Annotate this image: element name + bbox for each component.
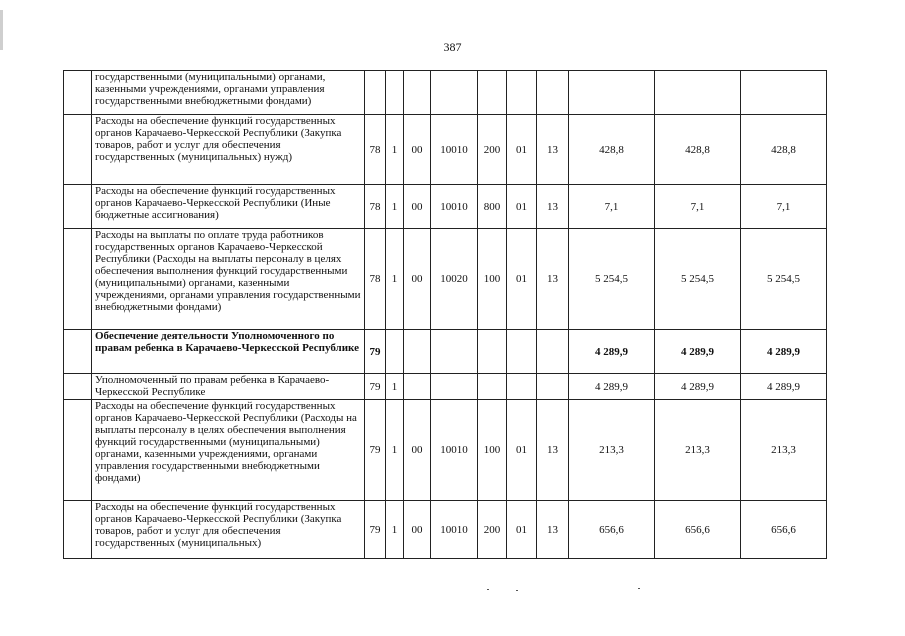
value-year1-cell: 5 254,5 [569, 229, 655, 330]
subsection-cell: 00 [404, 400, 431, 501]
value-year2-cell: 656,6 [655, 501, 741, 559]
budget-table-body [64, 71, 827, 559]
code-cell [537, 374, 569, 400]
ministry-code-cell: 79 [365, 330, 386, 374]
subsection-cell: 00 [404, 185, 431, 229]
value-year2-cell: 5 254,5 [655, 229, 741, 330]
expense-kind-cell [478, 330, 507, 374]
chapter-cell: 01 [507, 501, 537, 559]
value-year1-cell: 213,3 [569, 400, 655, 501]
expense-kind-cell [478, 374, 507, 400]
ministry-code-cell: 78 [365, 229, 386, 330]
row-index-cell [64, 71, 92, 115]
ministry-code-cell: 79 [365, 400, 386, 501]
chapter-cell: 01 [507, 400, 537, 501]
value-year1-cell: 7,1 [569, 185, 655, 229]
program-cell: 10010 [431, 115, 478, 185]
value-year2-cell: 4 289,9 [655, 374, 741, 400]
expense-kind-cell: 100 [478, 400, 507, 501]
chapter-cell: 01 [507, 185, 537, 229]
expense-kind-cell [478, 71, 507, 115]
value-year3-cell: 4 289,9 [741, 374, 827, 400]
section-cell: 1 [386, 185, 404, 229]
budget-table [63, 70, 827, 559]
chapter-cell [507, 374, 537, 400]
subsection-cell: 00 [404, 115, 431, 185]
value-year2-cell [655, 71, 741, 115]
code-cell [537, 330, 569, 374]
ministry-code-cell: 79 [365, 374, 386, 400]
program-cell [431, 330, 478, 374]
subsection-cell: 00 [404, 229, 431, 330]
row-index-cell [64, 374, 92, 400]
section-cell: 1 [386, 229, 404, 330]
section-cell [386, 71, 404, 115]
value-year3-cell: 5 254,5 [741, 229, 827, 330]
program-cell [431, 71, 478, 115]
scan-speck [487, 589, 489, 590]
value-year3-cell [741, 71, 827, 115]
chapter-cell [507, 330, 537, 374]
chapter-cell: 01 [507, 115, 537, 185]
value-year2-cell: 213,3 [655, 400, 741, 501]
row-index-cell [64, 185, 92, 229]
section-cell: 1 [386, 501, 404, 559]
code-cell: 13 [537, 400, 569, 501]
item-name-cell: Расходы на обеспечение функций государственных органов Карачаево-Черкесской Республики (Закупка товаров, работ и услуг для обеспечения государственных (муниципальных) нужд) [92, 115, 365, 185]
expense-kind-cell: 200 [478, 115, 507, 185]
scan-speck [516, 590, 518, 591]
subsection-cell [404, 71, 431, 115]
program-cell: 10010 [431, 400, 478, 501]
table-row [64, 400, 827, 501]
item-name-cell: государственными (муниципальными) органами, казенными учреждениями, органами управления государственными внебюджетными фондами) [92, 71, 365, 115]
code-cell: 13 [537, 229, 569, 330]
chapter-cell: 01 [507, 229, 537, 330]
section-cell [386, 330, 404, 374]
value-year1-cell: 4 289,9 [569, 374, 655, 400]
ministry-code-cell [365, 71, 386, 115]
program-cell: 10010 [431, 501, 478, 559]
row-index-cell [64, 229, 92, 330]
table-row [64, 185, 827, 229]
subsection-cell [404, 330, 431, 374]
item-name-cell: Расходы на обеспечение функций государственных органов Карачаево-Черкесской Республики (Иные бюджетные ассигнования) [92, 185, 365, 229]
ministry-code-cell: 78 [365, 185, 386, 229]
value-year3-cell: 4 289,9 [741, 330, 827, 374]
table-row [64, 330, 827, 374]
program-cell [431, 374, 478, 400]
ministry-code-cell: 78 [365, 115, 386, 185]
table-row [64, 374, 827, 400]
value-year1-cell: 4 289,9 [569, 330, 655, 374]
expense-kind-cell: 800 [478, 185, 507, 229]
section-cell: 1 [386, 115, 404, 185]
code-cell: 13 [537, 185, 569, 229]
value-year3-cell: 428,8 [741, 115, 827, 185]
row-index-cell [64, 115, 92, 185]
ministry-code-cell: 79 [365, 501, 386, 559]
value-year2-cell: 4 289,9 [655, 330, 741, 374]
table-row [64, 501, 827, 559]
value-year1-cell: 428,8 [569, 115, 655, 185]
item-name-cell: Расходы на обеспечение функций государственных органов Карачаево-Черкесской Республики (Расходы на выплаты персоналу в целях обеспечения выполнения функций государственными (муниципальными) органами, казенными учреждениями, органами управления государственными внебюджетными фондами) [92, 400, 365, 501]
program-cell: 10010 [431, 185, 478, 229]
value-year3-cell: 7,1 [741, 185, 827, 229]
item-name-cell: Обеспечение деятельности Уполномоченного по правам ребенка в Карачаево-Черкесской Республике [92, 330, 365, 374]
item-name-cell: Расходы на выплаты по оплате труда работников государственных органов Карачаево-Черкесской Республики (Расходы на выплаты персоналу в целях обеспечения выполнения функций государственными (муниципальными) органами, казенными учреждениями, органами управления государственными внебюджетными фондами) [92, 229, 365, 330]
scan-speck [638, 588, 640, 589]
code-cell: 13 [537, 115, 569, 185]
row-index-cell [64, 400, 92, 501]
expense-kind-cell: 200 [478, 501, 507, 559]
code-cell [537, 71, 569, 115]
subsection-cell [404, 374, 431, 400]
row-index-cell [64, 330, 92, 374]
value-year2-cell: 7,1 [655, 185, 741, 229]
page-number: 387 [443, 40, 462, 54]
subsection-cell: 00 [404, 501, 431, 559]
expense-kind-cell: 100 [478, 229, 507, 330]
table-row [64, 71, 827, 115]
item-name-cell: Уполномоченный по правам ребенка в Карачаево-Черкесской Республике [92, 374, 365, 400]
value-year3-cell: 656,6 [741, 501, 827, 559]
value-year1-cell: 656,6 [569, 501, 655, 559]
value-year1-cell [569, 71, 655, 115]
row-index-cell [64, 501, 92, 559]
value-year2-cell: 428,8 [655, 115, 741, 185]
program-cell: 10020 [431, 229, 478, 330]
item-name-cell: Расходы на обеспечение функций государственных органов Карачаево-Черкесской Республики (Закупка товаров, работ и услуг для обеспечения государственных (муниципальных) [92, 501, 365, 559]
section-cell: 1 [386, 374, 404, 400]
table-row [64, 229, 827, 330]
code-cell: 13 [537, 501, 569, 559]
chapter-cell [507, 71, 537, 115]
section-cell: 1 [386, 400, 404, 501]
value-year3-cell: 213,3 [741, 400, 827, 501]
table-row [64, 115, 827, 185]
